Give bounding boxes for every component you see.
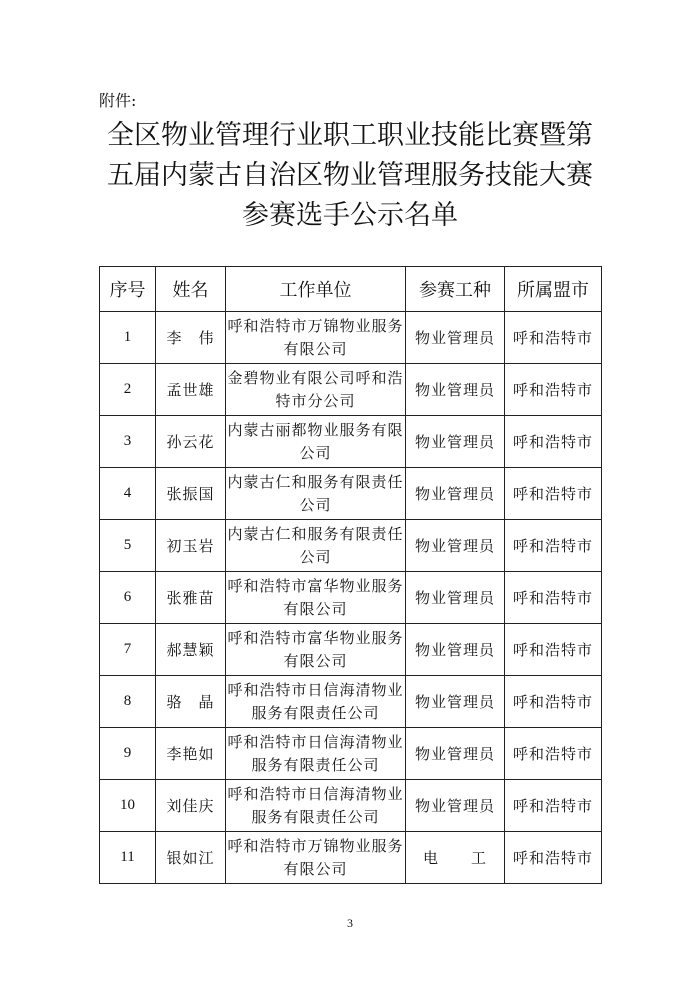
cell-name: 银如江 bbox=[156, 832, 226, 884]
cell-city: 呼和浩特市 bbox=[505, 312, 602, 364]
cell-serial-number: 9 bbox=[100, 728, 156, 780]
cell-serial-number: 8 bbox=[100, 676, 156, 728]
title-line-2: 五届内蒙古自治区物业管理服务技能大赛 bbox=[107, 160, 593, 191]
cell-name: 孟世雄 bbox=[156, 364, 226, 416]
cell-work-unit: 内蒙古仁和服务有限责任公司 bbox=[226, 520, 406, 572]
cell-trade: 物业管理员 bbox=[406, 416, 505, 468]
title-line-3: 参赛选手公示名单 bbox=[242, 200, 458, 231]
header-name: 姓名 bbox=[156, 267, 226, 312]
cell-serial-number: 4 bbox=[100, 468, 156, 520]
cell-trade: 物业管理员 bbox=[406, 780, 505, 832]
table-header-row bbox=[100, 267, 602, 312]
table-row bbox=[100, 416, 602, 468]
cell-serial-number: 1 bbox=[100, 312, 156, 364]
table-row bbox=[100, 468, 602, 520]
cell-city: 呼和浩特市 bbox=[505, 832, 602, 884]
cell-work-unit: 呼和浩特市富华物业服务有限公司 bbox=[226, 572, 406, 624]
title-line-1: 全区物业管理行业职工职业技能比赛暨第 bbox=[107, 120, 593, 151]
cell-name: 骆 晶 bbox=[156, 676, 226, 728]
cell-serial-number: 6 bbox=[100, 572, 156, 624]
contestant-table bbox=[99, 266, 602, 884]
cell-city: 呼和浩特市 bbox=[505, 624, 602, 676]
cell-work-unit: 呼和浩特市日信海清物业服务有限责任公司 bbox=[226, 676, 406, 728]
cell-work-unit: 呼和浩特市万锦物业服务有限公司 bbox=[226, 832, 406, 884]
cell-city: 呼和浩特市 bbox=[505, 780, 602, 832]
table-row bbox=[100, 572, 602, 624]
table-row bbox=[100, 520, 602, 572]
cell-name: 李 伟 bbox=[156, 312, 226, 364]
cell-name: 张振国 bbox=[156, 468, 226, 520]
header-work-unit: 工作单位 bbox=[226, 267, 406, 312]
cell-work-unit: 呼和浩特市万锦物业服务有限公司 bbox=[226, 312, 406, 364]
cell-work-unit: 呼和浩特市日信海清物业服务有限责任公司 bbox=[226, 728, 406, 780]
cell-work-unit: 金碧物业有限公司呼和浩特市分公司 bbox=[226, 364, 406, 416]
cell-serial-number: 11 bbox=[100, 832, 156, 884]
header-serial-number: 序号 bbox=[100, 267, 156, 312]
cell-city: 呼和浩特市 bbox=[505, 364, 602, 416]
table-row bbox=[100, 780, 602, 832]
cell-trade: 物业管理员 bbox=[406, 624, 505, 676]
attachment-label: 附件: bbox=[99, 91, 137, 110]
cell-city: 呼和浩特市 bbox=[505, 520, 602, 572]
cell-city: 呼和浩特市 bbox=[505, 468, 602, 520]
cell-serial-number: 5 bbox=[100, 520, 156, 572]
table-body bbox=[100, 312, 602, 884]
cell-work-unit: 内蒙古仁和服务有限责任公司 bbox=[226, 468, 406, 520]
cell-city: 呼和浩特市 bbox=[505, 416, 602, 468]
cell-work-unit: 内蒙古丽都物业服务有限公司 bbox=[226, 416, 406, 468]
page-number: 3 bbox=[347, 916, 353, 930]
cell-name: 初玉岩 bbox=[156, 520, 226, 572]
cell-serial-number: 7 bbox=[100, 624, 156, 676]
cell-trade: 物业管理员 bbox=[406, 520, 505, 572]
cell-city: 呼和浩特市 bbox=[505, 676, 602, 728]
cell-trade: 物业管理员 bbox=[406, 572, 505, 624]
cell-city: 呼和浩特市 bbox=[505, 572, 602, 624]
header-trade: 参赛工种 bbox=[406, 267, 505, 312]
cell-name: 孙云花 bbox=[156, 416, 226, 468]
cell-city: 呼和浩特市 bbox=[505, 728, 602, 780]
cell-name: 李艳如 bbox=[156, 728, 226, 780]
cell-work-unit: 呼和浩特市富华物业服务有限公司 bbox=[226, 624, 406, 676]
cell-name: 张雅苗 bbox=[156, 572, 226, 624]
cell-trade: 电 工 bbox=[406, 832, 505, 884]
table-row bbox=[100, 364, 602, 416]
cell-trade: 物业管理员 bbox=[406, 364, 505, 416]
table-row bbox=[100, 728, 602, 780]
cell-trade: 物业管理员 bbox=[406, 312, 505, 364]
table-row bbox=[100, 832, 602, 884]
table-row bbox=[100, 676, 602, 728]
document-title bbox=[60, 116, 640, 236]
cell-serial-number: 10 bbox=[100, 780, 156, 832]
cell-work-unit: 呼和浩特市日信海清物业服务有限责任公司 bbox=[226, 780, 406, 832]
cell-serial-number: 2 bbox=[100, 364, 156, 416]
table-row bbox=[100, 624, 602, 676]
table-row bbox=[100, 312, 602, 364]
cell-trade: 物业管理员 bbox=[406, 468, 505, 520]
cell-trade: 物业管理员 bbox=[406, 728, 505, 780]
cell-name: 刘佳庆 bbox=[156, 780, 226, 832]
cell-serial-number: 3 bbox=[100, 416, 156, 468]
cell-name: 郝慧颖 bbox=[156, 624, 226, 676]
header-city: 所属盟市 bbox=[505, 267, 602, 312]
cell-trade: 物业管理员 bbox=[406, 676, 505, 728]
